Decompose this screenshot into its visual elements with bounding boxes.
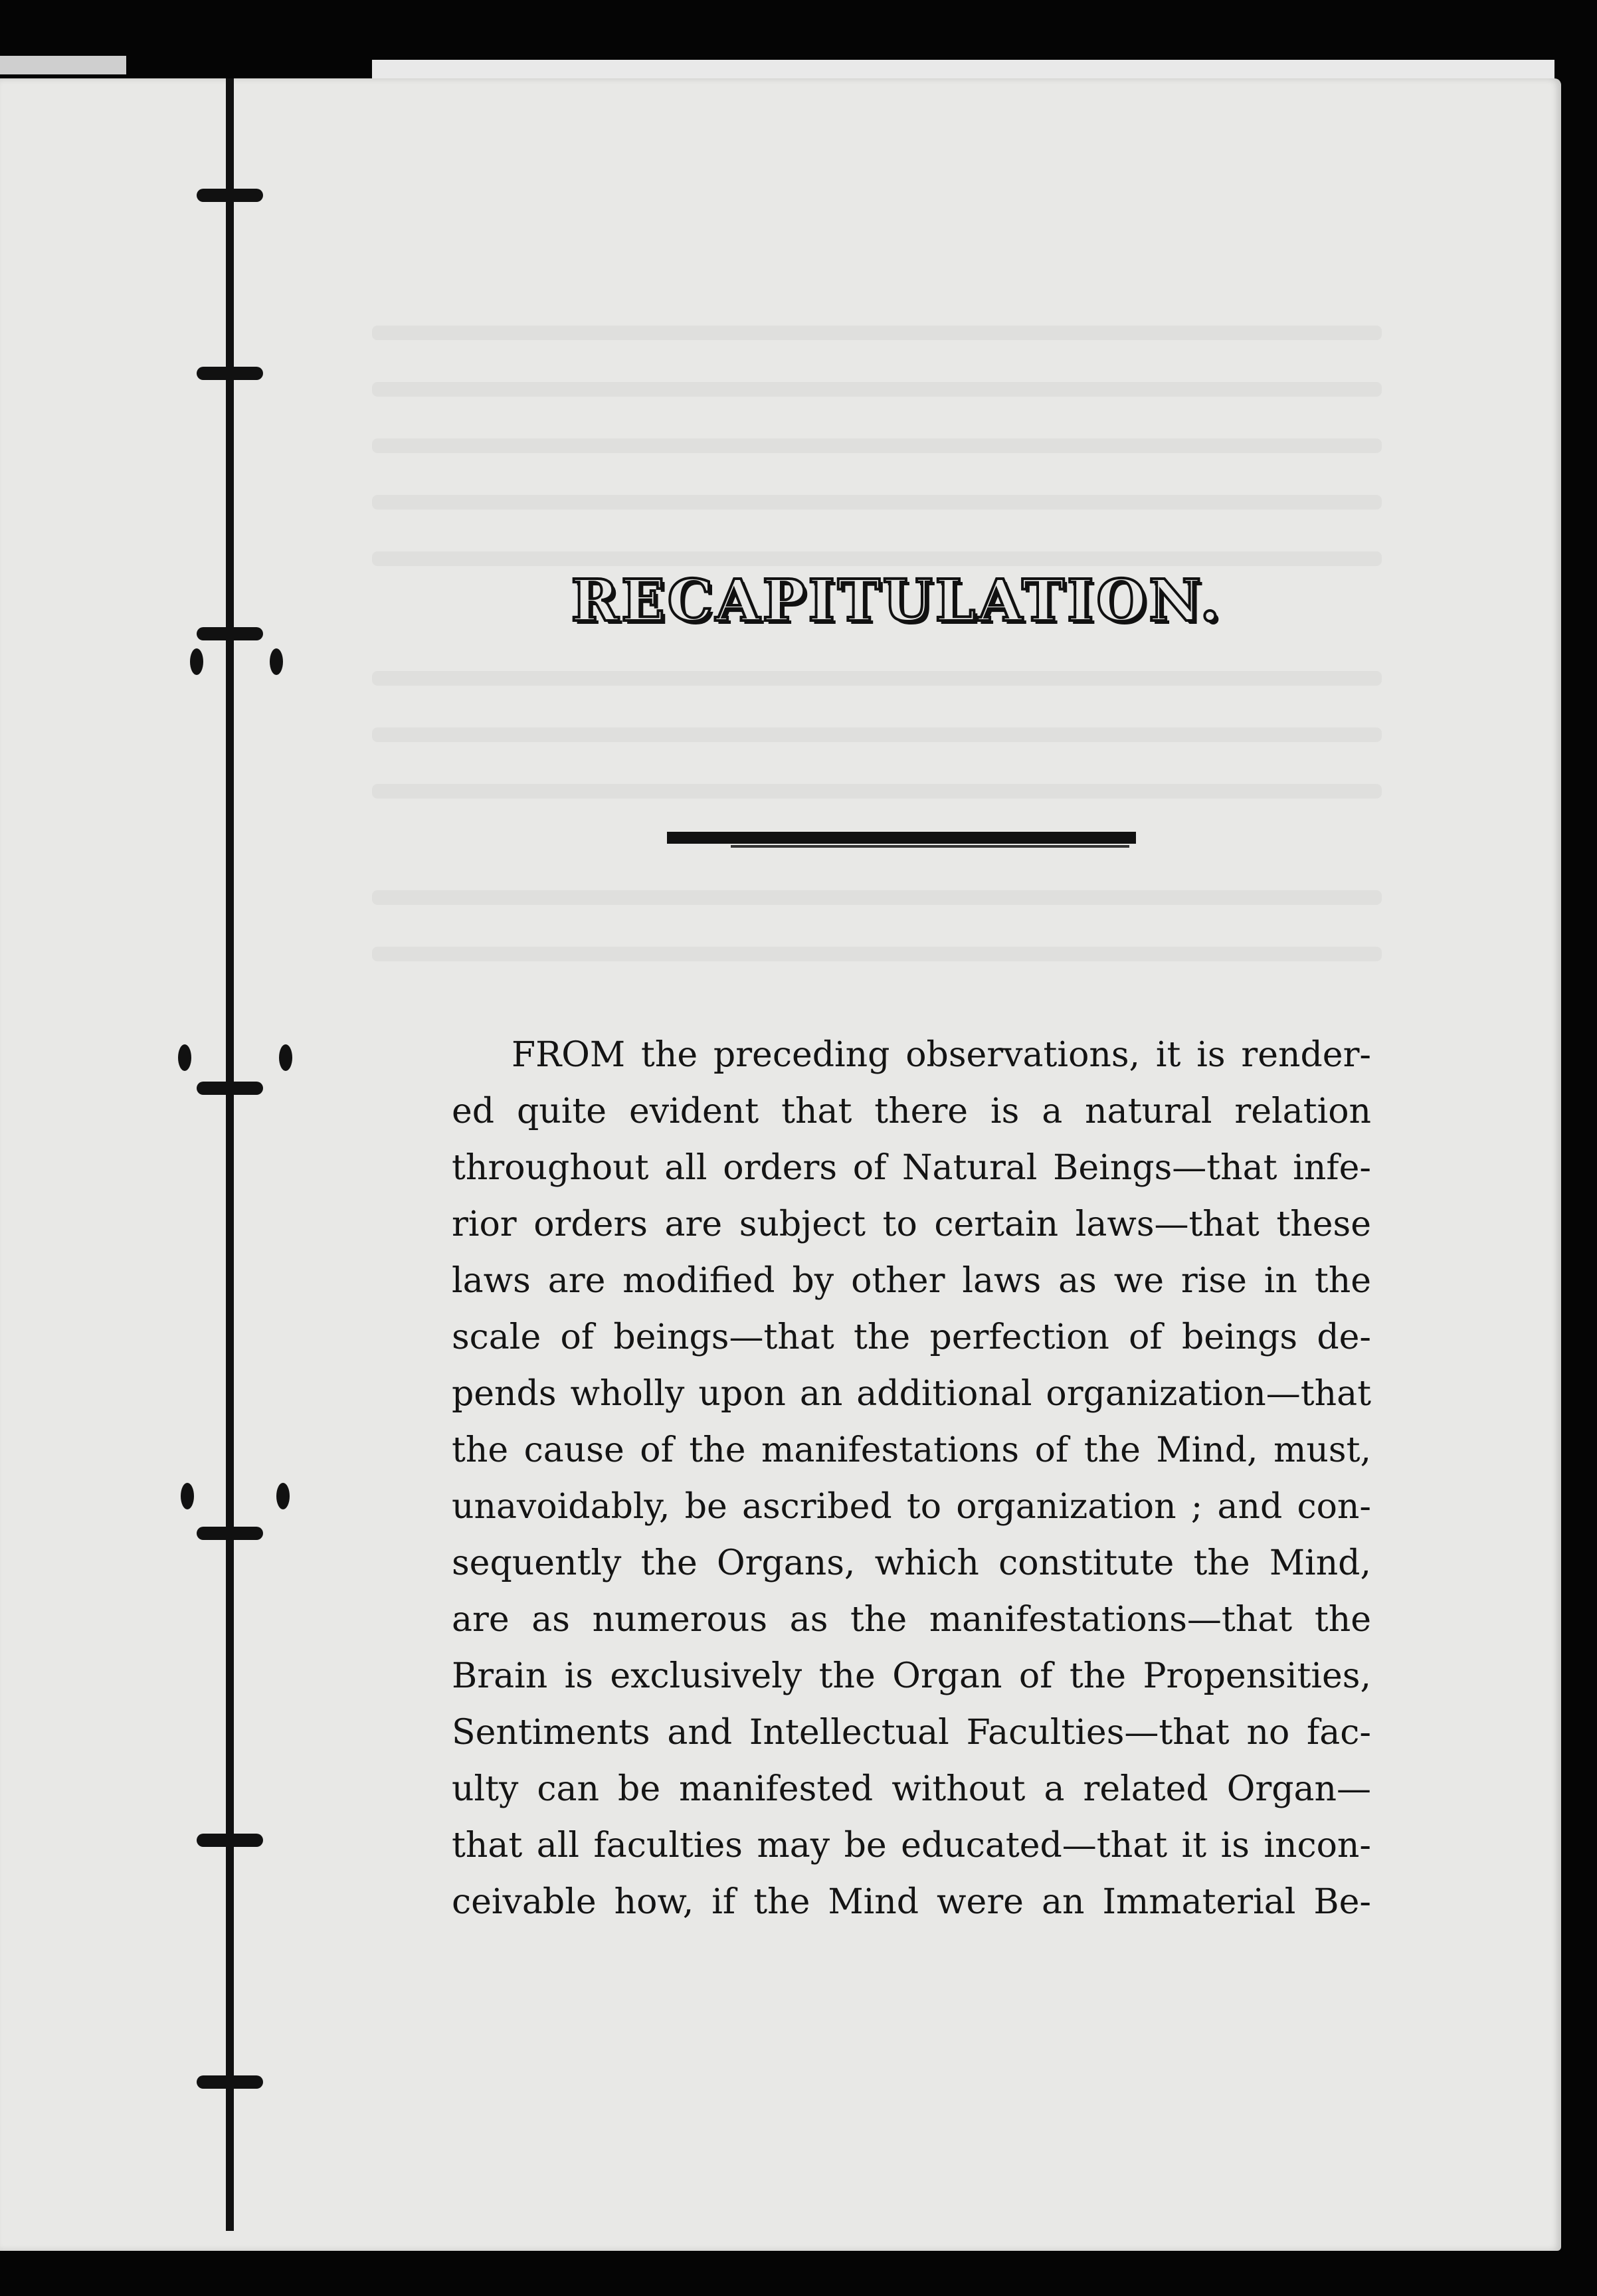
bleed-through-line <box>372 890 1382 905</box>
binding-stitch <box>197 1082 263 1095</box>
text-line: laws are modified by other laws as we rise in the <box>452 1261 1371 1301</box>
text-line: rior orders are subject to certain laws—that these <box>452 1204 1371 1244</box>
text-line: Brain is exclusively the Organ of the Propensities, <box>452 1656 1371 1696</box>
bleed-through-line <box>372 947 1382 961</box>
body-paragraph <box>452 1027 1371 1931</box>
bleed-through-line <box>372 671 1382 686</box>
text-line: sequently the Organs, which constitute the Mind, <box>452 1543 1371 1583</box>
binding-gutter <box>226 78 234 2231</box>
binding-stitch <box>197 1527 263 1540</box>
binding-stitch <box>197 627 263 640</box>
binding-stitch <box>197 1834 263 1847</box>
binding-hole <box>181 1483 194 1509</box>
bleed-through-line <box>372 727 1382 742</box>
text-line: Sentiments and Intellectual Faculties—that no fac- <box>452 1713 1371 1753</box>
bleed-through-line <box>372 551 1382 566</box>
text-line: FROM the preceding observations, it is render- <box>512 1035 1371 1075</box>
binding-hole <box>270 648 283 675</box>
binding-hole <box>178 1044 191 1071</box>
binding-stitch <box>197 189 263 202</box>
text-line: pends wholly upon an additional organization—that <box>452 1374 1371 1414</box>
text-line: are as numerous as the manifestations—that the <box>452 1600 1371 1640</box>
bleed-through-line <box>372 495 1382 510</box>
text-line: throughout all orders of Natural Beings—that infe- <box>452 1148 1371 1188</box>
binding-stitch <box>197 367 263 380</box>
bleed-through-line <box>372 382 1382 397</box>
binding-hole <box>276 1483 290 1509</box>
paper-edge-left <box>0 56 126 74</box>
heading-rule-underline <box>731 845 1129 848</box>
text-line: ed quite evident that there is a natural relation <box>452 1092 1371 1131</box>
text-line: the cause of the manifestations of the Mind, must, <box>452 1430 1371 1470</box>
binding-stitch <box>197 2075 263 2089</box>
text-line: that all faculties may be educated—that it is incon- <box>452 1826 1371 1866</box>
bleed-through-line <box>372 438 1382 453</box>
text-line: ulty can be manifested without a related Organ— <box>452 1769 1371 1809</box>
text-line: scale of beings—that the perfection of beings de- <box>452 1317 1371 1357</box>
binding-hole <box>190 648 203 675</box>
text-line: ceivable how, if the Mind were an Immaterial Be- <box>452 1882 1371 1922</box>
binding-hole <box>279 1044 292 1071</box>
bleed-through-line <box>372 784 1382 799</box>
page-heading: RECAPITULATION. <box>571 567 1223 634</box>
heading-rule <box>667 832 1136 844</box>
bleed-through-line <box>372 326 1382 340</box>
text-line: unavoidably, be ascribed to organization ; and con- <box>452 1487 1371 1527</box>
